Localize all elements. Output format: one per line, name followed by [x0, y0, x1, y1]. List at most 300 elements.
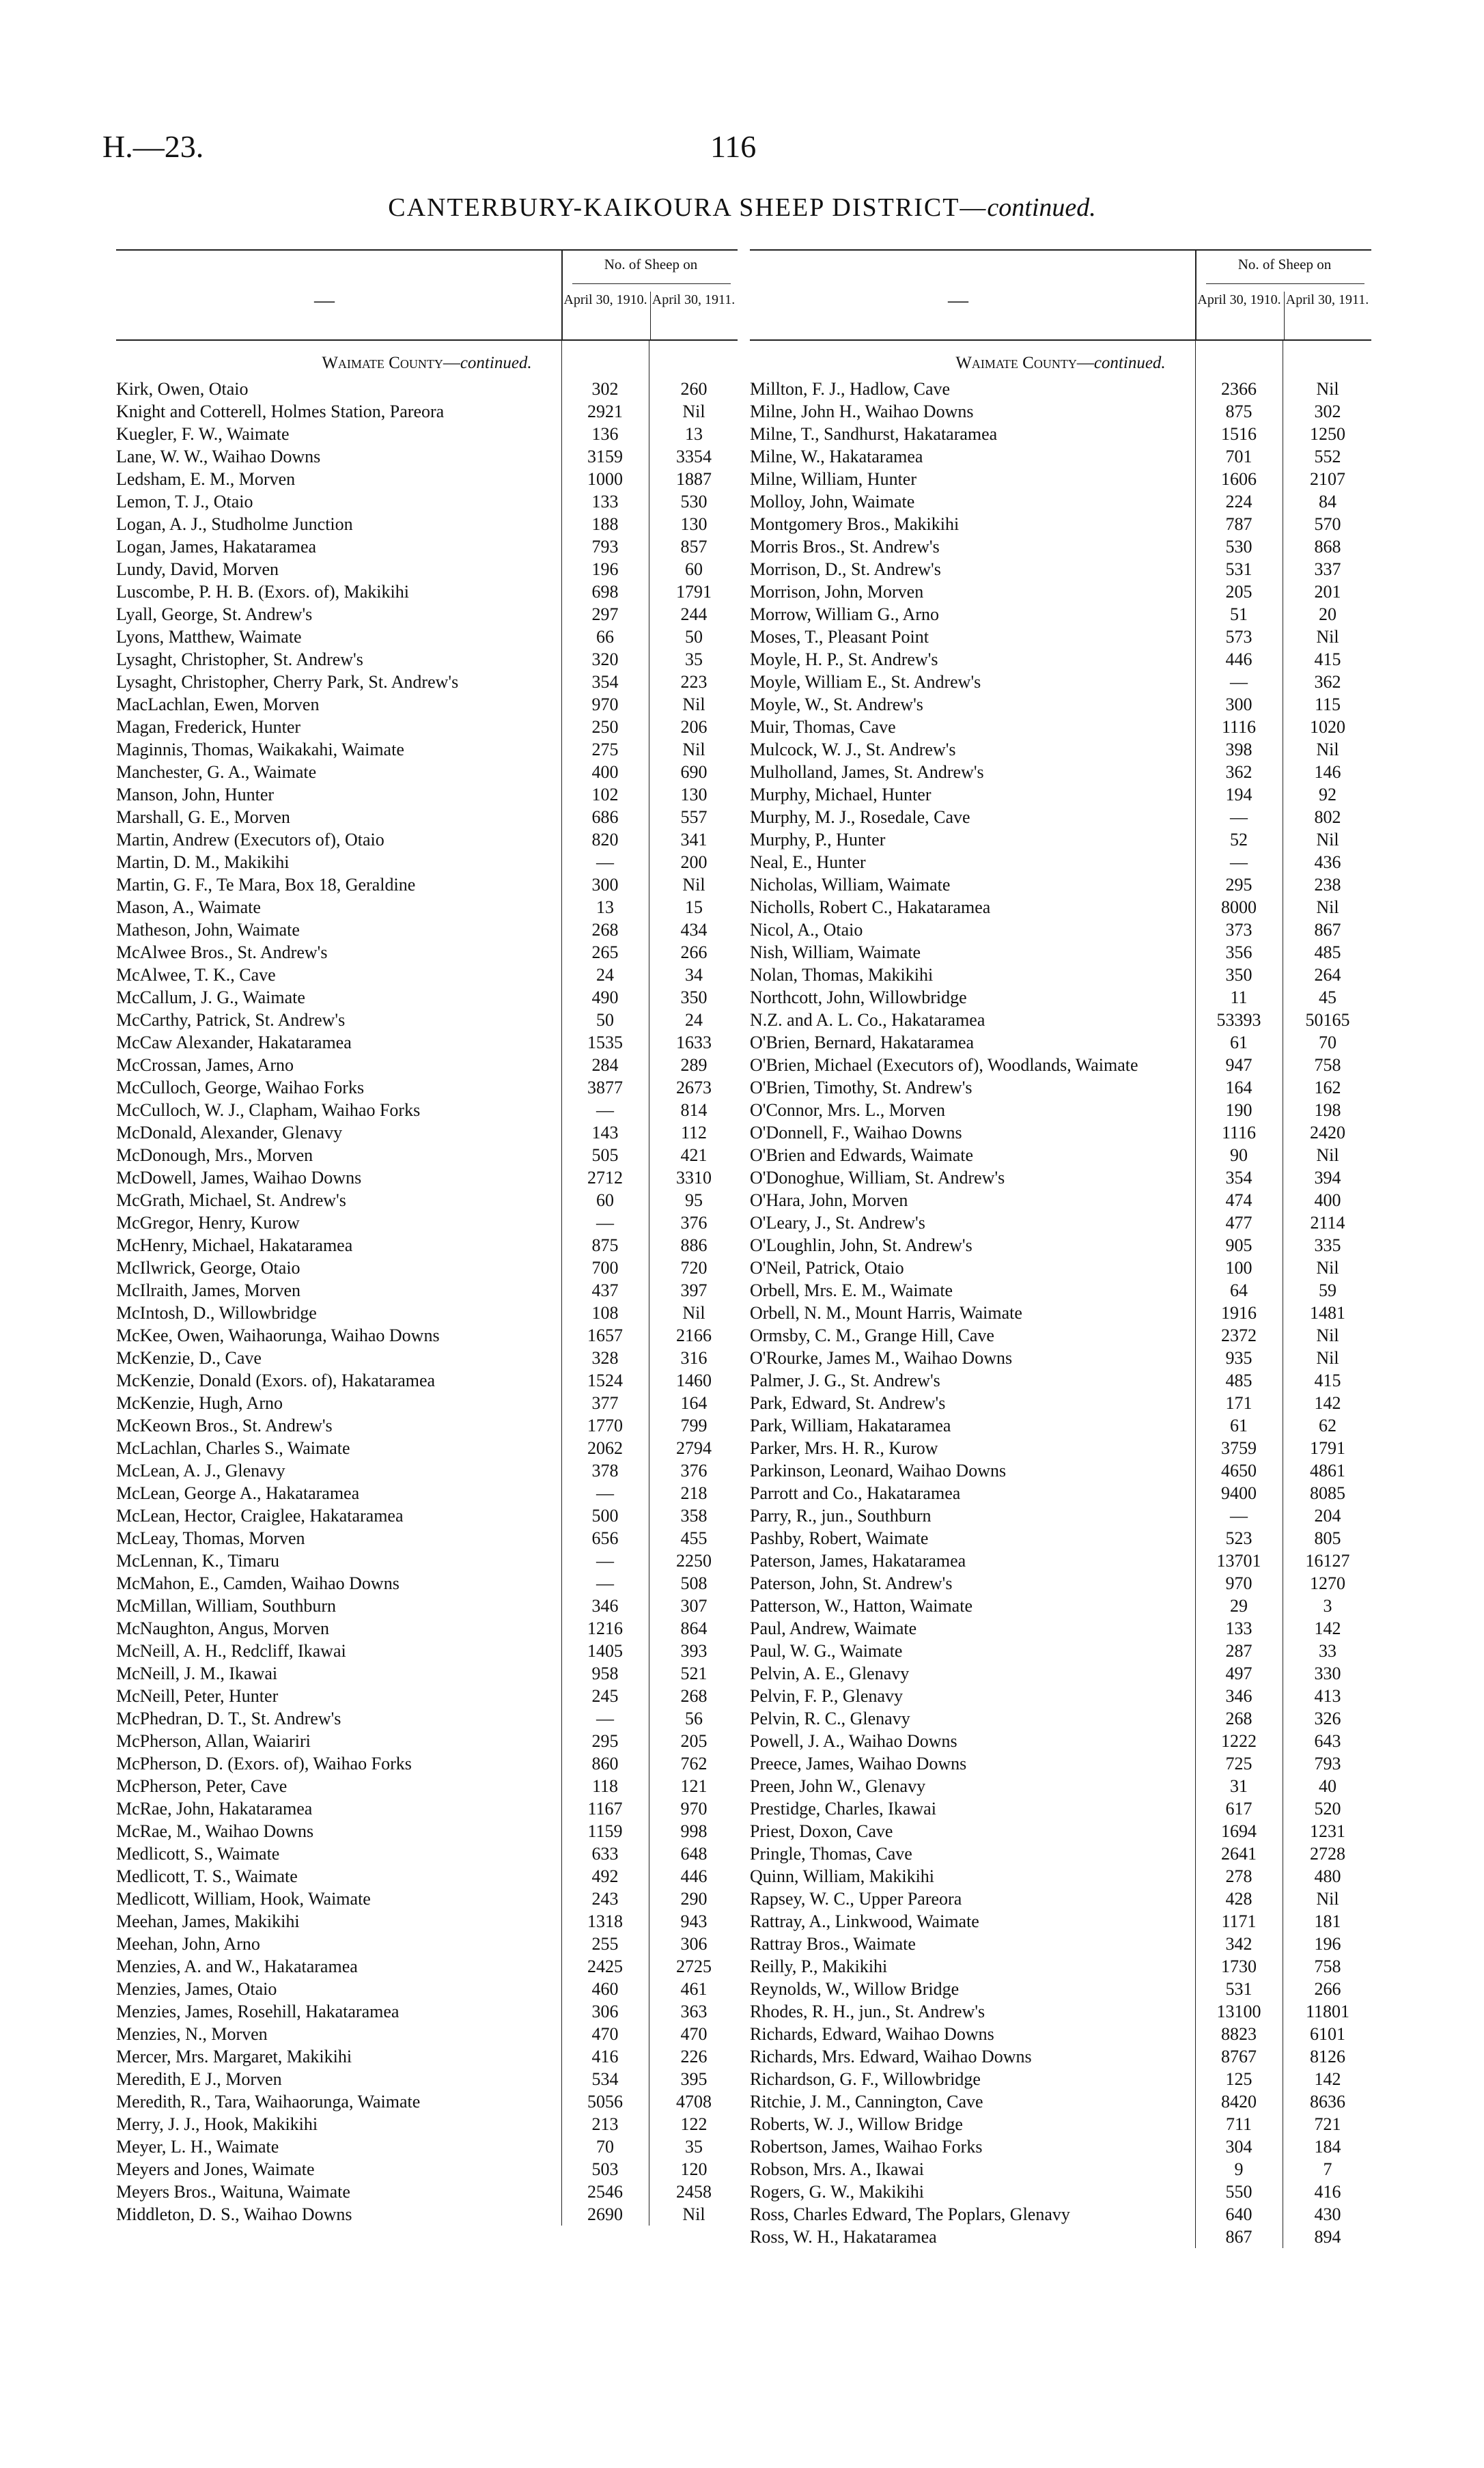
sheep-1910: 31 [1230, 1776, 1248, 1796]
sheep-1911: 758 [1314, 1055, 1341, 1075]
sheep-1911: 1460 [676, 1371, 712, 1390]
table-row [116, 513, 738, 535]
sheep-1911: 60 [685, 559, 703, 579]
owner-name: Rogers, G. W., Makikihi [750, 2182, 924, 2202]
owner-name: Nicol, A., Otaio [750, 920, 863, 940]
sheep-1910: 725 [1225, 1754, 1252, 1773]
sheep-1910: 171 [1225, 1393, 1252, 1413]
table-row [750, 1279, 1371, 1302]
sheep-1910: 342 [1225, 1934, 1252, 1954]
header-col-1911: April 30, 1911. [1284, 292, 1370, 339]
table-row [750, 716, 1371, 738]
table-row [750, 1121, 1371, 1144]
header-group [561, 251, 739, 339]
owner-name: Park, William, Hakataramea [750, 1416, 951, 1435]
sheep-1910: 194 [1225, 785, 1252, 804]
table-row [116, 1166, 738, 1189]
owner-name: O'Donoghue, William, St. Andrew's [750, 1168, 1005, 1188]
sheep-1911: 15 [685, 897, 703, 917]
table-row [116, 1279, 738, 1302]
table-row [750, 2023, 1371, 2045]
sheep-1910: — [1230, 672, 1248, 692]
table-row [750, 1910, 1371, 1933]
sheep-1911: 1270 [1310, 1573, 1345, 1593]
county-heading [116, 341, 738, 378]
sheep-1910: 1657 [587, 1326, 623, 1345]
table-row [116, 603, 738, 626]
table-row [116, 558, 738, 580]
header-blank: — [948, 289, 968, 311]
sheep-1910: 875 [1225, 402, 1252, 421]
owner-name: Robson, Mrs. A., Ikawai [750, 2159, 924, 2179]
sheep-1910: 1318 [587, 1911, 623, 1931]
owner-name: Morrison, John, Morven [750, 582, 924, 602]
sheep-1911: 570 [1314, 514, 1341, 534]
owner-name: Meredith, E J., Morven [116, 2069, 282, 2089]
table-row [116, 1527, 738, 1549]
table-row [116, 1009, 738, 1031]
owner-name: O'Brien, Bernard, Hakataramea [750, 1033, 975, 1052]
owner-name: McNaughton, Angus, Morven [116, 1618, 329, 1638]
table-row [750, 761, 1371, 783]
sheep-1910: 1606 [1221, 469, 1257, 489]
table-row [750, 671, 1371, 693]
sheep-1910: 474 [1225, 1190, 1252, 1210]
table-row [750, 1820, 1371, 1842]
owner-name: Magan, Frederick, Hunter [116, 717, 301, 737]
table-row [116, 490, 738, 513]
county-name: Waimate County— [322, 354, 460, 372]
table-row [750, 513, 1371, 535]
sheep-1911: 793 [1314, 1754, 1341, 1773]
owner-name: Reilly, P., Makikihi [750, 1957, 888, 1976]
sheep-1910: 534 [591, 2069, 619, 2089]
sheep-1911: 341 [680, 830, 708, 850]
sheep-1911: 2420 [1310, 1123, 1345, 1142]
owner-name: Logan, A. J., Studholme Junction [116, 514, 353, 534]
sheep-1911: 397 [680, 1280, 708, 1300]
table-row [116, 1955, 738, 1978]
table-body [750, 341, 1371, 2248]
table-row [116, 851, 738, 873]
owner-name: Muir, Thomas, Cave [750, 717, 896, 737]
county-continued: continued. [1093, 354, 1166, 372]
sheep-1911: 196 [1314, 1934, 1341, 1954]
header-group-label: No. of Sheep on [604, 256, 698, 272]
sheep-1910: 1171 [1221, 1911, 1257, 1931]
sheep-1911: 164 [680, 1393, 708, 1413]
sheep-1910: 8823 [1221, 2024, 1257, 2044]
sheep-1911: 3 [1323, 1596, 1332, 1616]
sheep-1911: 264 [1314, 965, 1341, 985]
table-row [750, 580, 1371, 603]
owner-name: McCulloch, W. J., Clapham, Waihao Forks [116, 1100, 421, 1120]
sheep-1911: 762 [680, 1754, 708, 1773]
sheep-1910: — [1230, 807, 1248, 827]
table-row [116, 580, 738, 603]
sheep-1910: 196 [591, 559, 619, 579]
table-row [116, 2023, 738, 2045]
sheep-1910: 300 [1225, 695, 1252, 714]
sheep-1910: 284 [591, 1055, 619, 1075]
sheep-1910: 245 [591, 1686, 619, 1706]
table-row [750, 1369, 1371, 1392]
sheep-1910: 505 [591, 1145, 619, 1165]
owner-name: Nicholas, William, Waimate [750, 875, 951, 895]
table-row [750, 1459, 1371, 1482]
owner-name: Lundy, David, Morven [116, 559, 279, 579]
table-row [750, 1707, 1371, 1730]
sheep-1910: 102 [591, 785, 619, 804]
table-row [116, 2203, 738, 2226]
owner-name: Parkinson, Leonard, Waihao Downs [750, 1461, 1007, 1481]
table-row [116, 919, 738, 941]
owner-name: McIlwrick, George, Otaio [116, 1258, 300, 1278]
owner-name: MacLachlan, Ewen, Morven [116, 695, 320, 714]
sheep-1910: 362 [1225, 762, 1252, 782]
table-row [750, 1685, 1371, 1707]
owner-name: Meredith, R., Tara, Waihaorunga, Waimate [116, 2092, 421, 2112]
owner-name: Kuegler, F. W., Waimate [116, 424, 290, 444]
owner-name: Middleton, D. S., Waihao Downs [116, 2204, 352, 2224]
sheep-1910: 268 [1225, 1709, 1252, 1728]
table-row [750, 1076, 1371, 1099]
owner-name: Park, Edward, St. Andrew's [750, 1393, 946, 1413]
sheep-1910: — [596, 1551, 614, 1571]
owner-name: Richardson, G. F., Willowbridge [750, 2069, 981, 2089]
title-main: CANTERBURY-KAIKOURA SHEEP DISTRICT— [388, 193, 988, 222]
sheep-1911: Nil [1316, 1889, 1339, 1909]
table-row [750, 1595, 1371, 1617]
table-row [116, 964, 738, 986]
owner-name: Northcott, John, Willowbridge [750, 987, 967, 1007]
sheep-1910: 287 [1225, 1641, 1252, 1661]
sheep-1910: 9400 [1221, 1483, 1257, 1503]
owner-name: Patterson, W., Hatton, Waimate [750, 1596, 972, 1616]
sheep-1911: 350 [680, 987, 708, 1007]
sheep-1911: 40 [1319, 1776, 1336, 1796]
table-row [116, 941, 738, 964]
table-row [750, 1842, 1371, 1865]
sheep-1910: 485 [1225, 1371, 1252, 1390]
sheep-1911: 485 [1314, 942, 1341, 962]
table-row [116, 2090, 738, 2113]
sheep-1910: 711 [1225, 2114, 1252, 2134]
sheep-1911: Nil [1316, 740, 1339, 759]
owner-name: Rapsey, W. C., Upper Pareora [750, 1889, 962, 1909]
sheep-1911: 266 [680, 942, 708, 962]
header-col-1910: April 30, 1910. [1197, 292, 1281, 307]
sheep-1910: 398 [1225, 740, 1252, 759]
sheep-1911: 455 [680, 1528, 708, 1548]
table-row [750, 1414, 1371, 1437]
owner-name: Rattray, A., Linkwood, Waimate [750, 1911, 979, 1931]
sheep-1911: 316 [680, 1348, 708, 1368]
county-name: Waimate County— [955, 354, 1094, 372]
table-row [750, 1617, 1371, 1640]
sheep-1911: 1633 [676, 1033, 712, 1052]
sheep-1910: 8420 [1221, 2092, 1257, 2112]
sheep-1910: 970 [591, 695, 619, 714]
sheep-1911: 416 [1314, 2182, 1341, 2202]
sheep-1911: 970 [680, 1799, 708, 1819]
sheep-1910: 492 [591, 1866, 619, 1886]
sheep-1911: 362 [1314, 672, 1341, 692]
sheep-1911: 1887 [676, 469, 712, 489]
table-row [116, 761, 738, 783]
owner-name: Lyall, George, St. Andrew's [116, 604, 313, 624]
table-row [750, 1955, 1371, 1978]
sheep-1910: 490 [591, 987, 619, 1007]
owner-name: Lane, W. W., Waihao Downs [116, 447, 321, 466]
sheep-1910: 1116 [1221, 717, 1257, 737]
owner-name: Montgomery Bros., Makikihi [750, 514, 960, 534]
table-row [750, 1437, 1371, 1459]
table-row [750, 1888, 1371, 1910]
sheep-1911: 59 [1319, 1280, 1336, 1300]
table-row [750, 603, 1371, 626]
sheep-1911: 400 [1314, 1190, 1341, 1210]
sheep-1911: Nil [1316, 627, 1339, 647]
table-row [750, 2090, 1371, 2113]
sheep-1911: 181 [1314, 1911, 1341, 1931]
owner-name: O'Leary, J., St. Andrew's [750, 1213, 925, 1233]
table-row [750, 1144, 1371, 1166]
owner-name: Menzies, James, Rosehill, Hakataramea [116, 2002, 400, 2021]
owner-name: Reynolds, W., Willow Bridge [750, 1979, 960, 1999]
table-row [750, 378, 1371, 400]
sheep-1910: 51 [1230, 604, 1248, 624]
sheep-1911: 943 [680, 1911, 708, 1931]
sheep-1911: Nil [682, 1303, 705, 1323]
sheep-1911: 430 [1314, 2204, 1341, 2224]
sheep-1911: 421 [680, 1145, 708, 1165]
owner-name: Pelvin, A. E., Glenavy [750, 1664, 910, 1683]
sheep-1911: 120 [680, 2159, 708, 2179]
sheep-1911: 643 [1314, 1731, 1341, 1751]
table-row [750, 1527, 1371, 1549]
sheep-1910: 3877 [587, 1078, 623, 1097]
owner-name: McDonough, Mrs., Morven [116, 1145, 313, 1165]
sheep-1911: 45 [1319, 987, 1336, 1007]
sheep-1911: 142 [1314, 1393, 1341, 1413]
owner-name: Ross, Charles Edward, The Poplars, Glenavy [750, 2204, 1070, 2224]
owner-name: Richards, Mrs. Edward, Waihao Downs [750, 2047, 1032, 2066]
owner-name: McRae, M., Waihao Downs [116, 1821, 314, 1841]
sheep-1911: 142 [1314, 2069, 1341, 2089]
owner-name: Molloy, John, Waimate [750, 492, 915, 511]
sheep-1910: — [596, 1100, 614, 1120]
sheep-1910: 2425 [587, 1957, 623, 1976]
table-row [116, 2000, 738, 2023]
sheep-1911: 115 [1314, 695, 1341, 714]
sheep-1910: 700 [591, 1258, 619, 1278]
table-row [750, 2068, 1371, 2090]
sheep-1910: 867 [1225, 2227, 1252, 2247]
sheep-1910: 90 [1230, 1145, 1248, 1165]
table-row [750, 1324, 1371, 1347]
table-row [116, 1369, 738, 1392]
sheep-1911: Nil [1316, 1258, 1339, 1278]
table-row [116, 2158, 738, 2180]
table-row [750, 941, 1371, 964]
header-col-1910: April 30, 1910. [563, 292, 647, 307]
owner-name: Richards, Edward, Waihao Downs [750, 2024, 994, 2044]
sheep-1911: 434 [680, 920, 708, 940]
sheep-1910: 523 [1225, 1528, 1252, 1548]
owner-name: Martin, D. M., Makikihi [116, 852, 290, 872]
sheep-1910: 640 [1225, 2204, 1252, 2224]
sheep-1910: 787 [1225, 514, 1252, 534]
county-continued: continued. [460, 354, 532, 372]
sheep-1910: 275 [591, 740, 619, 759]
sheep-1910: 302 [591, 379, 619, 399]
sheep-1911: 218 [680, 1483, 708, 1503]
sheep-1911: 50 [685, 627, 703, 647]
owner-name: Meehan, John, Arno [116, 1934, 260, 1954]
sheep-1911: 162 [1314, 1078, 1341, 1097]
sheep-1910: 935 [1225, 1348, 1252, 1368]
sheep-1910: 213 [591, 2114, 619, 2134]
owner-name: Pringle, Thomas, Cave [750, 1844, 912, 1864]
sheep-1911: 6101 [1310, 2024, 1345, 2044]
table-row [116, 1572, 738, 1595]
table-row [116, 1054, 738, 1076]
owner-name: McCallum, J. G., Waimate [116, 987, 305, 1007]
table-row [116, 1437, 738, 1459]
sheep-1910: 108 [591, 1303, 619, 1323]
sheep-1911: 290 [680, 1889, 708, 1909]
sheep-1911: 326 [1314, 1709, 1341, 1728]
sheep-1910: 1535 [587, 1033, 623, 1052]
sheep-1911: Nil [682, 740, 705, 759]
table-row [750, 445, 1371, 468]
sheep-1911: 2114 [1310, 1213, 1345, 1233]
page-reference: H.—23. [102, 129, 204, 164]
sheep-1910: 530 [1225, 537, 1252, 557]
right-table [750, 249, 1371, 2248]
sheep-1911: 84 [1319, 492, 1336, 511]
owner-name: Murphy, Michael, Hunter [750, 785, 932, 804]
sheep-1910: 3159 [587, 447, 623, 466]
sheep-1911: 92 [1319, 785, 1336, 804]
owner-name: Manchester, G. A., Waimate [116, 762, 317, 782]
sheep-1910: 2641 [1221, 1844, 1257, 1864]
owner-name: Quinn, William, Makikihi [750, 1866, 935, 1886]
sheep-1910: — [596, 1213, 614, 1233]
owner-name: McLean, A. J., Glenavy [116, 1461, 285, 1481]
table-row [116, 1888, 738, 1910]
sheep-1911: 394 [1314, 1168, 1341, 1188]
owner-name: Robertson, James, Waihao Forks [750, 2137, 983, 2157]
table-row [116, 2068, 738, 2090]
sheep-1910: 205 [1225, 582, 1252, 602]
table-row [750, 2203, 1371, 2226]
sheep-1911: Nil [682, 2204, 705, 2224]
sheep-1910: 13701 [1216, 1551, 1261, 1571]
table-row [750, 693, 1371, 716]
sheep-1911: 1020 [1310, 717, 1345, 737]
sheep-1911: 8636 [1310, 2092, 1345, 2112]
table-row [116, 468, 738, 490]
table-row [750, 896, 1371, 919]
sheep-1910: — [596, 1709, 614, 1728]
sheep-1911: 868 [1314, 537, 1341, 557]
owner-name: McCarthy, Patrick, St. Andrew's [116, 1010, 346, 1030]
sheep-1910: 793 [591, 537, 619, 557]
table-row [116, 2180, 738, 2203]
sheep-1911: 857 [680, 537, 708, 557]
owner-name: Orbell, N. M., Mount Harris, Waimate [750, 1303, 1022, 1323]
sheep-1910: 860 [591, 1754, 619, 1773]
sheep-1911: 35 [685, 2137, 703, 2157]
sheep-1910: 328 [591, 1348, 619, 1368]
sheep-1910: 350 [1225, 965, 1252, 985]
owner-name: Murphy, P., Hunter [750, 830, 886, 850]
owner-name: McKenzie, Hugh, Arno [116, 1393, 283, 1413]
owner-name: Prestidge, Charles, Ikawai [750, 1799, 936, 1819]
owner-name: Maginnis, Thomas, Waikakahi, Waimate [116, 740, 404, 759]
sheep-1911: 56 [685, 1709, 703, 1728]
sheep-1911: 226 [680, 2047, 708, 2066]
owner-name: Moyle, W., St. Andrew's [750, 695, 923, 714]
owner-name: Menzies, James, Otaio [116, 1979, 277, 1999]
owner-name: McLachlan, Charles S., Waimate [116, 1438, 350, 1458]
owner-name: McKee, Owen, Waihaorunga, Waihao Downs [116, 1326, 440, 1345]
table-row [750, 1099, 1371, 1121]
table-row [750, 986, 1371, 1009]
owner-name: Mercer, Mrs. Margaret, Makikihi [116, 2047, 352, 2066]
table-row [750, 783, 1371, 806]
owner-name: N.Z. and A. L. Co., Hakataramea [750, 1010, 985, 1030]
sheep-1910: 947 [1225, 1055, 1252, 1075]
sheep-1910: 278 [1225, 1866, 1252, 1886]
sheep-1911: 446 [680, 1866, 708, 1886]
sheep-1910: 1916 [1221, 1303, 1257, 1323]
sheep-1911: 867 [1314, 920, 1341, 940]
sheep-1911: 415 [1314, 1371, 1341, 1390]
owner-name: McPhedran, D. T., St. Andrew's [116, 1709, 341, 1728]
sheep-1911: 70 [1319, 1033, 1336, 1052]
table-row [116, 1685, 738, 1707]
table-row [116, 693, 738, 716]
table-row [116, 1324, 738, 1347]
table-row [116, 1031, 738, 1054]
table-row [750, 648, 1371, 671]
table-row [116, 1640, 738, 1662]
table-row [116, 1257, 738, 1279]
owner-name: McHenry, Michael, Hakataramea [116, 1235, 353, 1255]
sheep-1910: 3759 [1221, 1438, 1257, 1458]
page-title [0, 193, 1484, 223]
title-continued: continued. [987, 193, 1096, 222]
owner-name: Marshall, G. E., Morven [116, 807, 290, 827]
sheep-1911: Nil [1316, 1348, 1339, 1368]
sheep-1910: 1116 [1221, 1123, 1257, 1142]
table-row [116, 1347, 738, 1369]
table-row [750, 1234, 1371, 1257]
owner-name: Rattray Bros., Waimate [750, 1934, 916, 1954]
table-row [116, 1392, 738, 1414]
sheep-1911: 2794 [676, 1438, 712, 1458]
owner-name: McNeill, Peter, Hunter [116, 1686, 279, 1706]
sheep-1911: 335 [1314, 1235, 1341, 1255]
owner-name: McGregor, Henry, Kurow [116, 1213, 300, 1233]
sheep-1911: 260 [680, 379, 708, 399]
table-row [116, 1121, 738, 1144]
sheep-1911: 1481 [1310, 1303, 1345, 1323]
table-row [750, 1189, 1371, 1211]
